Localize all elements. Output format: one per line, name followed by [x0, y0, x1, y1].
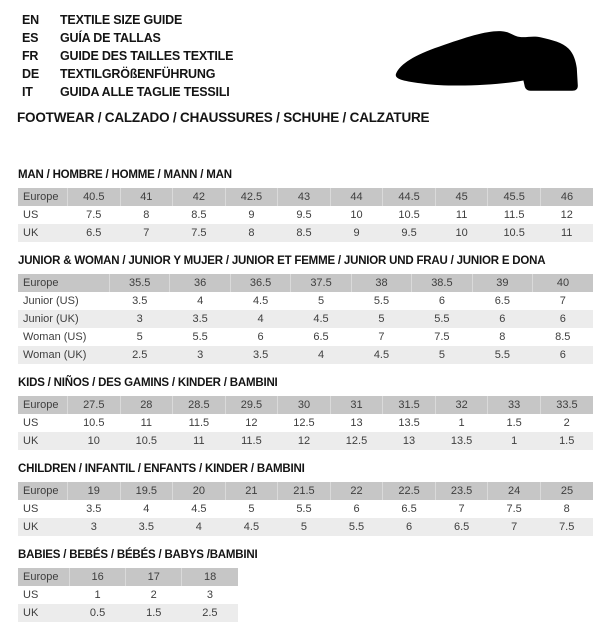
size-cell: 35.5 — [110, 274, 170, 292]
size-table-kids — [18, 396, 593, 450]
size-table-man — [18, 188, 593, 242]
row-label: Europe — [23, 399, 59, 411]
size-cell: 11 — [193, 435, 205, 447]
size-table-junior-woman — [18, 274, 593, 364]
size-cell: 38 — [351, 274, 411, 292]
language-row-es — [22, 29, 233, 47]
table-title-man: MAN / HOMBRE / HOMME / MANN / MAN — [18, 169, 232, 181]
size-cell: 4.5 — [243, 521, 260, 533]
size-cell: 1 — [458, 417, 465, 429]
dress-shoe-icon — [390, 24, 585, 98]
size-cell: 41 — [120, 188, 173, 206]
size-cell: 5.5 — [494, 349, 510, 361]
size-cell: 2.5 — [132, 349, 148, 361]
size-cell: 11.5 — [241, 435, 262, 447]
table-title-kids: KIDS / NIÑOS / DES GAMINS / KINDER / BAMBINI — [18, 377, 278, 389]
row-label: UK — [23, 435, 39, 447]
size-cell: 32 — [435, 396, 488, 414]
size-cell: 13 — [350, 417, 363, 429]
size-cell: 8 — [248, 227, 255, 239]
size-cell: 44.5 — [383, 188, 436, 206]
row-label: Europe — [23, 191, 59, 203]
row-label: Woman (US) — [23, 331, 87, 343]
row-label: Junior (UK) — [23, 313, 79, 325]
size-cell: 43 — [278, 188, 331, 206]
size-cell: 2 — [150, 589, 157, 601]
size-row — [18, 432, 593, 450]
size-cell: 7.5 — [434, 331, 450, 343]
size-cell: 7.5 — [86, 209, 102, 221]
size-cell: 33 — [488, 396, 541, 414]
size-cell: 18 — [182, 568, 238, 586]
size-cell: 8 — [563, 503, 570, 515]
language-code: FR — [22, 49, 39, 63]
row-label: Junior (US) — [23, 295, 79, 307]
size-cell: 8 — [499, 331, 506, 343]
size-cell: 25 — [540, 482, 593, 500]
size-row — [18, 292, 593, 310]
size-cell: 6 — [353, 503, 360, 515]
row-label: US — [23, 417, 39, 429]
row-label: US — [23, 503, 39, 515]
size-cell: 3.5 — [138, 521, 154, 533]
size-cell: 27.5 — [68, 396, 121, 414]
size-cell: 6 — [559, 349, 566, 361]
row-label: Europe — [23, 571, 59, 583]
size-cell: 10.5 — [398, 209, 420, 221]
size-cell: 19.5 — [120, 482, 173, 500]
size-cell: 1.5 — [146, 607, 162, 619]
language-code: DE — [22, 67, 39, 81]
size-cell: 11.5 — [188, 417, 210, 429]
size-row — [18, 414, 593, 432]
size-cell: 42 — [173, 188, 226, 206]
size-cell: 6.5 — [494, 295, 510, 307]
size-cell: 7.5 — [506, 503, 522, 515]
row-label: Woman (UK) — [23, 349, 87, 361]
size-cell: 6.5 — [313, 331, 329, 343]
size-cell: 6 — [559, 313, 566, 325]
table-title-babies: BABIES / BEBÉS / BÉBÉS / BABYS /BAMBINI — [18, 549, 258, 561]
size-cell: 9.5 — [401, 227, 417, 239]
size-cell: 21.5 — [278, 482, 331, 500]
table-title-junior-woman: JUNIOR & WOMAN / JUNIOR Y MUJER / JUNIOR ET FEMME / JUNIOR UND FRAU / JUNIOR E DONA — [18, 255, 546, 267]
size-cell: 10 — [87, 435, 100, 447]
size-cell: 20 — [173, 482, 226, 500]
size-header-row — [18, 482, 593, 500]
size-cell: 6 — [257, 331, 264, 343]
size-cell: 2.5 — [202, 607, 218, 619]
size-cell: 3.5 — [132, 295, 148, 307]
size-row — [18, 328, 593, 346]
size-cell: 12.5 — [293, 417, 315, 429]
size-cell: 36.5 — [230, 274, 290, 292]
size-row — [18, 500, 593, 518]
size-cell: 3.5 — [192, 313, 208, 325]
size-header-row — [18, 396, 593, 414]
size-cell: 11 — [455, 209, 468, 221]
size-cell: 6.5 — [453, 521, 470, 533]
size-cell: 9 — [353, 227, 360, 239]
size-cell: 3 — [136, 313, 143, 325]
size-cell: 29.5 — [225, 396, 278, 414]
size-cell: 4 — [197, 295, 204, 307]
row-label: Europe — [23, 277, 59, 289]
size-cell: 16 — [70, 568, 126, 586]
size-cell: 8 — [143, 209, 150, 221]
size-cell: 40.5 — [68, 188, 121, 206]
size-cell: 10 — [350, 209, 363, 221]
size-cell: 8.5 — [555, 331, 571, 343]
size-cell: 3.5 — [252, 349, 269, 361]
language-legend — [22, 11, 233, 101]
language-code: EN — [22, 13, 39, 27]
size-cell: 4 — [317, 349, 325, 361]
size-cell: 5 — [438, 349, 445, 361]
size-cell: 5 — [136, 331, 143, 343]
size-cell: 12 — [297, 435, 311, 447]
size-cell: 5.5 — [296, 503, 312, 515]
size-cell: 45 — [435, 188, 488, 206]
size-row — [18, 346, 593, 364]
language-row-it — [22, 83, 233, 101]
language-row-fr — [22, 47, 233, 65]
size-header-row — [18, 568, 238, 586]
size-cell: 33.5 — [540, 396, 593, 414]
language-code: IT — [22, 85, 33, 99]
size-cell: 4.5 — [373, 349, 390, 361]
size-cell: 11 — [140, 417, 153, 429]
size-cell: 13.5 — [450, 435, 473, 447]
size-cell: 5.5 — [434, 313, 450, 325]
size-cell: 7 — [143, 227, 150, 239]
size-cell: 6.5 — [401, 503, 417, 515]
size-cell: 12 — [245, 417, 258, 429]
size-cell: 22.5 — [383, 482, 436, 500]
language-label: GUIDE DES TAILLES TEXTILE — [60, 49, 234, 63]
size-cell: 4.5 — [313, 313, 329, 325]
size-cell: 42.5 — [225, 188, 278, 206]
size-cell: 13.5 — [398, 417, 420, 429]
size-cell: 9 — [248, 209, 255, 221]
size-cell: 28.5 — [173, 396, 226, 414]
row-label: Europe — [23, 485, 59, 497]
size-cell: 30 — [278, 396, 331, 414]
size-cell: 22 — [330, 482, 383, 500]
size-table-babies — [18, 568, 238, 622]
size-cell: 31.5 — [383, 396, 436, 414]
size-cell: 17 — [126, 568, 182, 586]
size-cell: 36 — [170, 274, 230, 292]
size-cell: 38.5 — [412, 274, 472, 292]
size-row — [18, 586, 238, 604]
size-cell: 21 — [225, 482, 278, 500]
size-cell: 3 — [206, 589, 213, 601]
size-cell: 3.5 — [86, 503, 102, 515]
size-cell: 4.5 — [191, 503, 207, 515]
size-cell: 10 — [455, 227, 468, 239]
size-cell: 7 — [458, 503, 465, 515]
size-cell: 5 — [248, 503, 255, 515]
row-label: UK — [23, 521, 39, 533]
size-row — [18, 310, 593, 328]
row-label: US — [23, 209, 39, 221]
size-cell: 1.5 — [559, 435, 575, 447]
size-cell: 12 — [560, 209, 573, 221]
language-code: ES — [22, 31, 39, 45]
language-label: GUÍA DE TALLAS — [60, 31, 161, 45]
size-cell: 45.5 — [488, 188, 541, 206]
size-cell: 39 — [472, 274, 532, 292]
size-cell: 46 — [540, 188, 593, 206]
size-cell: 4.5 — [252, 295, 269, 307]
size-cell: 7 — [511, 521, 518, 533]
size-row — [18, 604, 238, 622]
size-cell: 6.5 — [86, 227, 102, 239]
row-label: UK — [23, 227, 39, 239]
size-cell: 11 — [561, 227, 573, 239]
size-row — [18, 518, 593, 536]
size-header-row — [18, 188, 593, 206]
language-row-de — [22, 65, 233, 83]
size-cell: 31 — [330, 396, 383, 414]
size-table-children — [18, 482, 593, 536]
size-cell: 10.5 — [503, 227, 525, 239]
size-cell: 10.5 — [83, 417, 105, 429]
size-cell: 7.5 — [191, 227, 207, 239]
size-cell: 1 — [94, 589, 101, 601]
row-label: UK — [23, 607, 39, 619]
size-cell: 12.5 — [345, 435, 368, 447]
language-label: TEXTILE SIZE GUIDE — [60, 13, 183, 27]
size-cell: 8.5 — [296, 227, 312, 239]
size-cell: 5.5 — [348, 521, 365, 533]
size-cell: 8.5 — [191, 209, 207, 221]
size-cell: 5.5 — [192, 331, 208, 343]
language-label: TEXTILGRÖßENFÜHRUNG — [60, 67, 216, 81]
row-label: US — [23, 589, 39, 601]
size-cell: 37.5 — [291, 274, 351, 292]
size-cell: 7 — [559, 295, 566, 307]
size-cell: 7 — [378, 331, 385, 343]
size-cell: 19 — [68, 482, 121, 500]
size-cell: 28 — [120, 396, 173, 414]
size-cell: 44 — [330, 188, 383, 206]
size-cell: 5.5 — [373, 295, 390, 307]
table-title-children: CHILDREN / INFANTIL / ENFANTS / KINDER / BAMBINI — [18, 463, 305, 475]
size-cell: 1.5 — [506, 417, 522, 429]
size-cell: 13 — [402, 435, 416, 447]
size-cell: 5 — [378, 313, 385, 325]
size-cell: 6 — [499, 313, 506, 325]
size-cell: 6 — [438, 295, 445, 307]
size-cell: 23.5 — [435, 482, 488, 500]
size-cell: 5 — [300, 521, 308, 533]
size-row — [18, 206, 593, 224]
size-cell: 40 — [533, 274, 593, 292]
language-label: GUIDA ALLE TAGLIE TESSILI — [60, 85, 230, 99]
size-cell: 5 — [317, 295, 325, 307]
language-row-en — [22, 11, 233, 29]
category-title: FOOTWEAR / CALZADO / CHAUSSURES / SCHUHE / CALZATURE — [17, 110, 430, 125]
size-header-row — [18, 274, 593, 292]
size-cell: 9.5 — [296, 209, 312, 221]
size-cell: 2 — [563, 417, 570, 429]
size-cell: 4 — [143, 503, 150, 515]
size-cell: 1 — [511, 435, 518, 447]
size-tables — [18, 160, 593, 622]
size-cell: 7.5 — [559, 521, 575, 533]
size-cell: 4 — [257, 313, 264, 325]
size-cell: 3 — [197, 349, 204, 361]
size-cell: 6 — [405, 521, 413, 533]
size-cell: 11.5 — [503, 209, 525, 221]
size-row — [18, 224, 593, 242]
size-cell: 3 — [90, 521, 97, 533]
size-cell: 10.5 — [135, 435, 158, 447]
size-cell: 24 — [488, 482, 541, 500]
size-cell: 4 — [195, 521, 202, 533]
size-cell: 0.5 — [89, 607, 106, 619]
